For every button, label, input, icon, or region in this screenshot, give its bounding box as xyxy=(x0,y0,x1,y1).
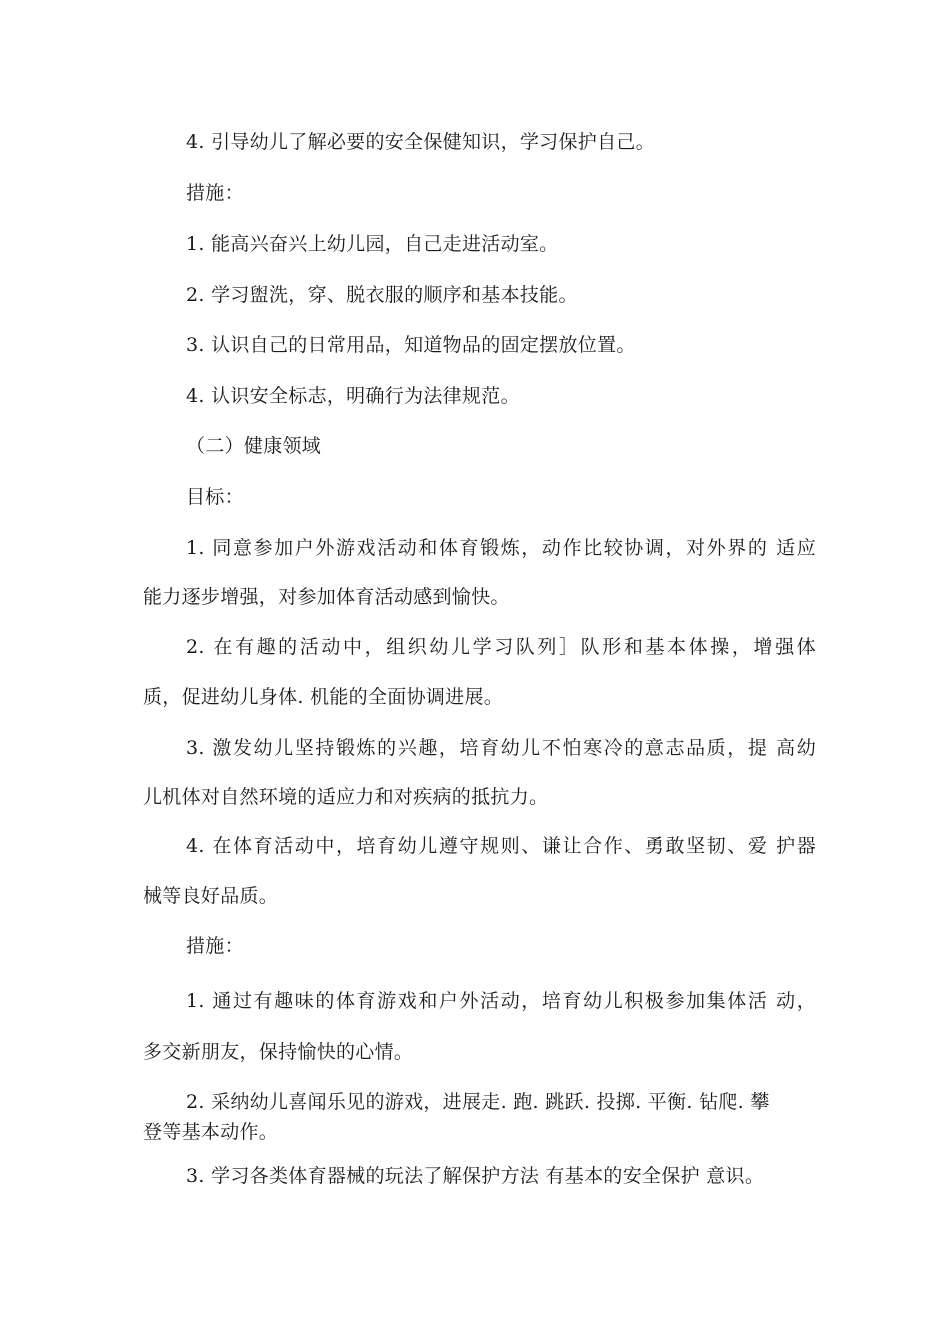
health-goal-3-line-1: 3. 激发幼儿坚持锻炼的兴趣，培育幼儿不怕寒冷的意志品质，提 高幼 xyxy=(186,737,816,759)
measure-item-1: 1. 能高兴奋兴上幼儿园，自己走进活动室。 xyxy=(186,233,559,255)
health-goal-1-line-1: 1. 同意参加户外游戏活动和体育锻炼，动作比较协调，对外界的 适应 xyxy=(186,537,816,559)
health-goal-2-line-1: 2. 在有趣的活动中，组织幼儿学习队列］队形和基本体操，增强体 xyxy=(186,636,816,658)
measures-heading: 措施： xyxy=(186,182,244,204)
measure-item-2: 2. 学习盥洗，穿、脱衣服的顺序和基本技能。 xyxy=(186,284,578,306)
health-measure-2-line-2: 登等基本动作。 xyxy=(143,1121,279,1143)
measure-item-3: 3. 认识自己的日常用品，知道物品的固定摆放位置。 xyxy=(186,334,636,356)
goal-item-4: 4. 引导幼儿了解必要的安全保健知识，学习保护自己。 xyxy=(186,131,655,153)
health-goal-1-line-2: 能力逐步增强，对参加体育活动感到愉快。 xyxy=(143,586,510,608)
goals-heading: 目标： xyxy=(186,486,244,508)
health-measure-1-line-2: 多交新朋友，保持愉快的心情。 xyxy=(143,1041,414,1063)
health-goal-4-line-1: 4. 在体育活动中，培育幼儿遵守规则、谦让合作、勇敢坚韧、爱 护器 xyxy=(186,835,816,857)
health-goal-2-line-2: 质，促进幼儿身体. 机能的全面协调进展。 xyxy=(143,686,504,708)
section-heading-health: （二）健康领域 xyxy=(186,435,322,457)
health-measure-2-line-1: 2. 采纳幼儿喜闻乐见的游戏，进展走. 跑. 跳跃. 投掷. 平衡. 钻爬. 攀 xyxy=(186,1091,770,1113)
health-measure-3: 3. 学习各类体育器械的玩法了解保护方法 有基本的安全保护 意识。 xyxy=(186,1165,765,1187)
measure-item-4: 4. 认识安全标志，明确行为法律规范。 xyxy=(186,385,520,407)
health-measure-1-line-1: 1. 通过有趣味的体育游戏和户外活动，培育幼儿积极参加集体活 动， xyxy=(186,990,816,1012)
health-goal-3-line-2: 儿机体对自然环境的适应力和对疾病的抵抗力。 xyxy=(143,786,549,808)
health-measures-heading: 措施： xyxy=(186,935,244,957)
health-goal-4-line-2: 械等良好品质。 xyxy=(143,885,279,907)
